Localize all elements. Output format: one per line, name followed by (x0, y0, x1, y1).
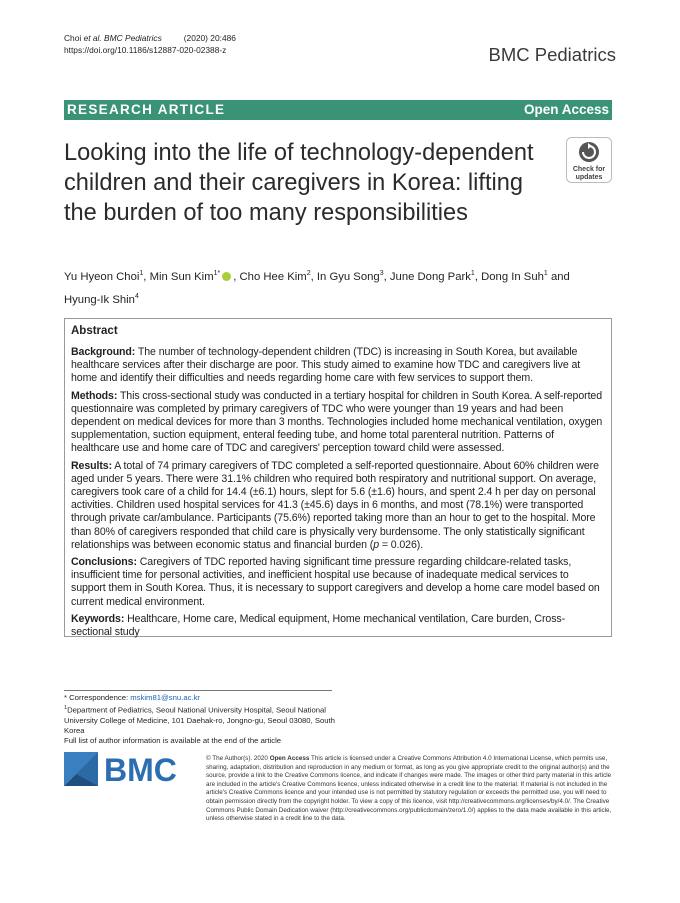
bmc-logo-icon (64, 752, 194, 786)
abstract-box (64, 318, 612, 637)
citation-year: (2020) 20:486 (183, 33, 236, 43)
article-type: RESEARCH ARTICLE (67, 102, 226, 117)
footnotes: * Correspondence: mskim81@snu.ac.kr $^1$Department of Pediatrics, Seoul National University Hospital, Seoul National University College of Medicine, 101 Daehak-ro, Jongno-gu, Seoul 03080, South Korea Full list of author information is available at the end of the article (64, 693, 354, 747)
open-access-label: Open Access (523, 102, 609, 117)
check-for-updates-badge[interactable] (566, 137, 612, 183)
author[interactable]: In Gyu Song (316, 270, 380, 283)
author-list: Yu Hyeon Choi$^1$, Min Sun Kim$^{1*}$ , Cho Hee Kim$^2$, In Gyu Song$^3$, June Dong Park$^1$, Dong In Suh$^1$ and Hyung-Ik Shin$^4$ (64, 270, 570, 306)
author[interactable]: Cho Hee Kim (239, 270, 307, 283)
correspondence-email[interactable]: mskim81@snu.ac.kr (130, 693, 200, 702)
abstract-methods: Methods: This cross-sectional study was conducted in a tertiary hospital for children in South Korea. A self-reported questionnaire was completed by primary caregivers of TDC who were younger than 19 years and had been dependent on medical devices for more than 3 months. Technologies included home mechanical ventilation, oxygen supplementation, suction equipment, enteral feeding tube, and home total parenteral nutrition. Patterns of healthcare use and home care of TDC and caregivers' perception toward child were assessed. (71, 389, 603, 455)
citation-header (64, 32, 236, 56)
abstract-conclusions: Conclusions: Caregivers of TDC reported having significant time pressure regarding childcare-related tasks, insufficient time for personal activities, and inefficient hospital use because of inadequate medical services to support them in South Korea. Thus, it is necessary to support caregivers and develop a home care model based on current medical environment. (71, 556, 600, 608)
svg-text:updates: updates (575, 174, 603, 181)
bmc-logo (64, 752, 194, 786)
abstract-results: Results: A total of 74 primary caregivers of TDC completed a self-reported questionnaire. About 60% children were aged under 5 years. There were 31.1% children who required both respiratory and nutritional support. On average, caregivers took care of a child for 14.4 (±6.1) hours, slept for 5.6 (±1.6) hours, and spent 2.4 h per day on personal activities. Children used hospital services for 41.3 (±45.6) days in 6 months, and most (78.1%) were transported through private car/ambulance. Participants (75.6%) reported taking more than an hour to get to the hospital. More than 80% of caregivers responded that child care is physically very burdensome. The only statistically significant relationships was between economic status and financial burden (p = 0.026). (71, 459, 599, 551)
article-type-banner (64, 100, 612, 120)
svg-text:BMC: BMC (104, 752, 177, 786)
affiliation: Department of Pediatrics, Seoul National University Hospital, Seoul National University College of Medicine, 101 Daehak-ro, Jongno-gu, Seoul 03080, South Korea (64, 705, 335, 736)
author-info-note: Full list of author information is available at the end of the article (64, 736, 282, 746)
svg-text:Check for: Check for (572, 166, 606, 173)
citation-authors: Choi (64, 33, 84, 43)
citation-journal: et al. BMC Pediatrics (83, 33, 162, 43)
article-title: Looking into the life of technology-dependent children and their caregivers in Korea: lifting the burden of too many responsibilities (64, 140, 534, 226)
journal-name: BMC Pediatrics (488, 44, 616, 65)
author[interactable]: Hyung-Ik Shin (64, 293, 135, 306)
abstract-background: Background: The number of technology-dependent children (TDC) is increasing in South Korea, but available healthcare services after their discharge are poor. This study aimed to examine how TDC and caregivers live at home and identify their difficulties and needs regarding home care with few services to support them. (71, 346, 581, 385)
author[interactable]: Yu Hyeon Choi (64, 270, 140, 283)
author[interactable]: Min Sun Kim (149, 270, 214, 283)
doi-link[interactable]: https://doi.org/10.1186/s12887-020-02388-z (64, 45, 227, 55)
orcid-icon[interactable] (222, 272, 231, 281)
abstract-keywords: Keywords: Healthcare, Home care, Medical equipment, Home mechanical ventilation, Care burden, Cross-sectional study (71, 612, 566, 639)
check-for-updates-icon (566, 137, 612, 183)
license-text: © The Author(s). 2020 Open Access This article is licensed under a Creative Commons Attribution 4.0 International License, which permits use, sharing, adaptation, distribution and reproduction in any medium or format, as long as you give appropriate credit to the original author(s) and the source, provide a link to the Creative Commons licence, and indicate if changes were made. The images or other third party material in this article are included in the article's Creative Commons licence, unless indicated otherwise in a credit line to the material. If material is not included in the article's Creative Commons licence and your intended use is not permitted by statutory regulation or exceeds the permitted use, you will need to obtain permission directly from the copyright holder. To view a copy of this licence, visit http://creativecommons.org/licenses/by/4.0/. The Creative Commons Public Domain Dedication waiver (http://creativecommons.org/publicdomain/zero/1.0/) applies to the data made available in this article, unless otherwise stated in a credit line to the data. (206, 755, 612, 823)
author[interactable]: June Dong Park (389, 270, 471, 283)
author[interactable]: Dong In Suh (481, 270, 544, 283)
footnote-divider (64, 690, 332, 691)
abstract-heading: Abstract (71, 325, 118, 337)
